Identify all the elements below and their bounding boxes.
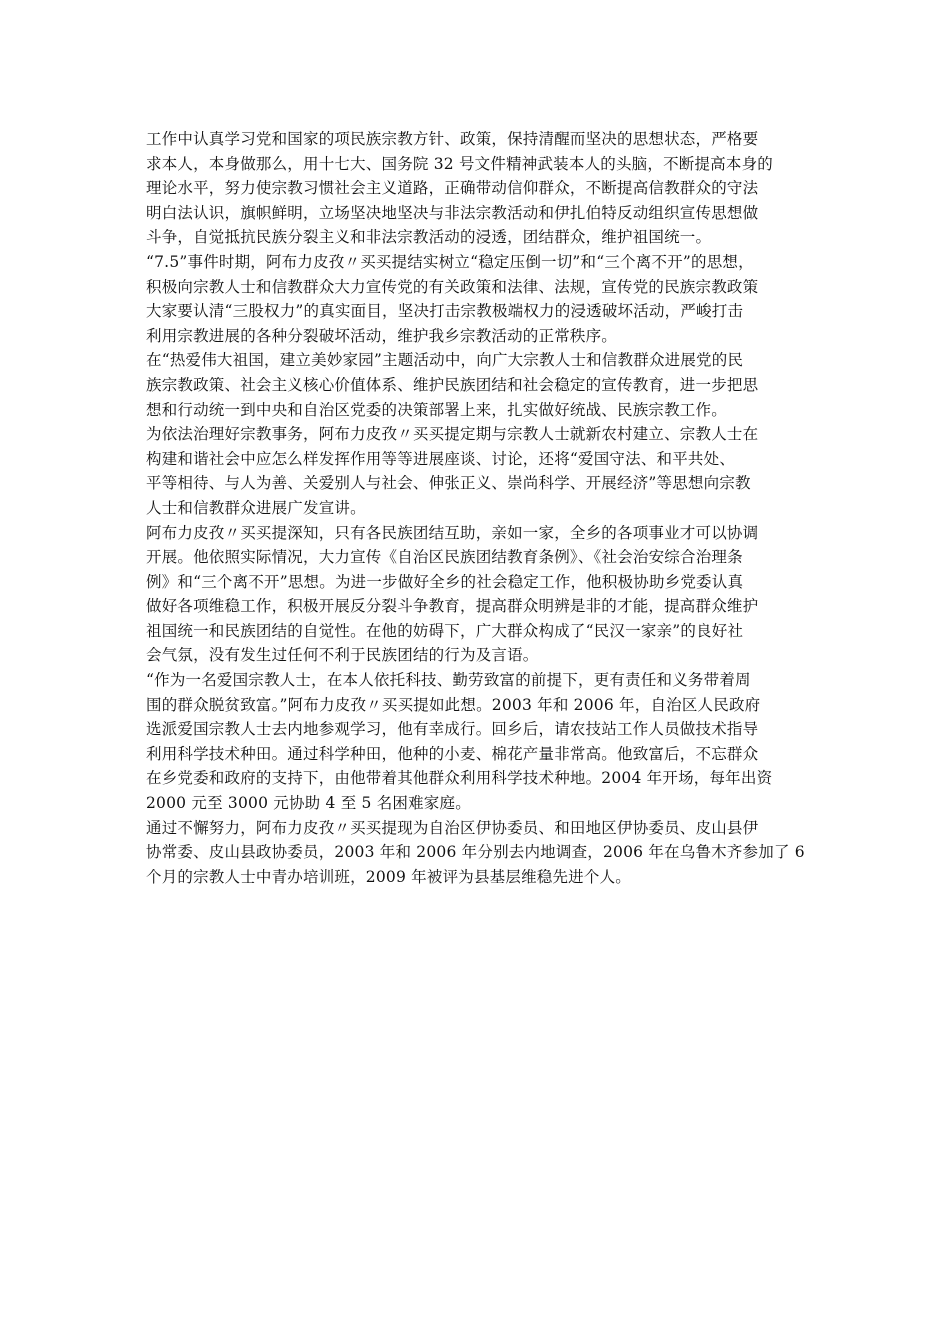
text-line: 利用科学技术种田。通过科学种田，他种的小麦、棉花产量非常高。他致富后，不忘群众 (146, 744, 759, 763)
text-line: “作为一名爱国宗教人士，在本人依托科技、勤劳致富的前提下，更有责任和义务带着周 (146, 671, 751, 690)
document-body (146, 127, 810, 889)
text-line: 工作中认真学习党和国家的项民族宗教方针、政策，保持清醒而坚决的思想状态，严格要 (146, 130, 759, 148)
text-line: 例》和“三个离不开”思想。为进一步做好全乡的社会稳定工作，他积极协助乡党委认真 (146, 572, 744, 591)
text-line: 斗争，自觉抵抗民族分裂主义和非法宗教活动的浸透，团结群众，维护祖国统一。 (146, 228, 712, 247)
text-line: 2000 元至 3000 元协助 4 至 5 名困难家庭。 (146, 794, 471, 813)
text-line: 个月的宗教人士中青办培训班，2009 年被评为县基层维稳先进个人。 (146, 867, 631, 886)
text-line: 大家要认清“三股权力”的真实面目，坚决打击宗教极端权力的浸透破坏活动，严峻打击 (146, 302, 744, 321)
text-line: “7.5”事件时期，阿布力皮孜〃买买提结实树立“稳定压倒一切”和“三个离不开”的思想， (146, 252, 754, 271)
text-line: 利用宗教进展的各种分裂破坏活动，维护我乡宗教活动的正常秩序。 (146, 326, 618, 345)
text-line: 构建和谐社会中应怎么样发挥作用等等进展座谈、讨论，还将“爱国守法、和平共处、 (146, 449, 736, 468)
text-line: 明白法认识，旗帜鲜明，立场坚决地坚决与非法宗教活动和伊扎伯特反动组织宣传思想做 (146, 203, 759, 222)
text-line: 选派爱国宗教人士去内地参观学习，他有幸成行。回乡后，请农技站工作人员做技术指导 (146, 720, 759, 739)
text-line: 在乡党委和政府的支持下，由他带着其他群众利用科学技术种地。2004 年开场，每年出资 (146, 769, 773, 788)
text-line: 求本人，本身做那么，用十七大、国务院 32 号文件精神武装本人的头脑，不断提高本身的 (146, 154, 773, 173)
text-line: 协常委、皮山县政协委员，2003 年和 2006 年分别去内地调查，2006 年在乌鲁木齐参加了 6 (146, 843, 805, 862)
text-line: 做好各项维稳工作，积极开展反分裂斗争教育，提高群众明辨是非的才能，提高群众维护 (146, 597, 759, 616)
text-line: 族宗教政策、社会主义核心价值体系、维护民族团结和社会稳定的宣传教育，进一步把思 (146, 375, 759, 394)
text-line: 围的群众脱贫致富。”阿布力皮孜〃买买提如此想。2003 年和 2006 年，自治区人民政府 (146, 695, 761, 714)
text-line: 为依法治理好宗教事务，阿布力皮孜〃买买提定期与宗教人士就新农村建立、宗教人士在 (146, 425, 759, 444)
text-line: 在“热爱伟大祖国，建立美妙家园”主题活动中，向广大宗教人士和信教群众进展党的民 (146, 351, 744, 370)
text-line: 开展。他依照实际情况，大力宣传《自治区民族团结教育条例》、《社会治安综合治理条 (146, 548, 743, 567)
text-line: 人士和信教群众进展广发宣讲。 (146, 498, 366, 517)
text-line: 阿布力皮孜〃买买提深知，只有各民族团结互助，亲如一家，全乡的各项事业才可以协调 (146, 523, 759, 542)
text-line: 平等相待、与人为善、关爱别人与社会、伸张正义、崇尚科学、开展经济”等思想向宗教 (146, 474, 751, 493)
text-line: 积极向宗教人士和信教群众大力宣传党的有关政策和法律、法规，宣传党的民族宗教政策 (146, 277, 759, 296)
text-line: 理论水平，努力使宗教习惯社会主义道路，正确带动信仰群众，不断提高信教群众的守法 (146, 179, 759, 198)
text-line: 通过不懈努力，阿布力皮孜〃买买提现为自治区伊协委员、和田地区伊协委员、皮山县伊 (146, 818, 759, 837)
text-line: 会气氛，没有发生过任何不利于民族团结的行为及言语。 (146, 646, 539, 665)
text-line: 想和行动统一到中央和自治区党委的决策部署上来，扎实做好统战、民族宗教工作。 (146, 400, 727, 419)
text-line: 祖国统一和民族团结的自觉性。在他的妨碍下，广大群众构成了“民汉一家亲”的良好社 (146, 621, 744, 640)
